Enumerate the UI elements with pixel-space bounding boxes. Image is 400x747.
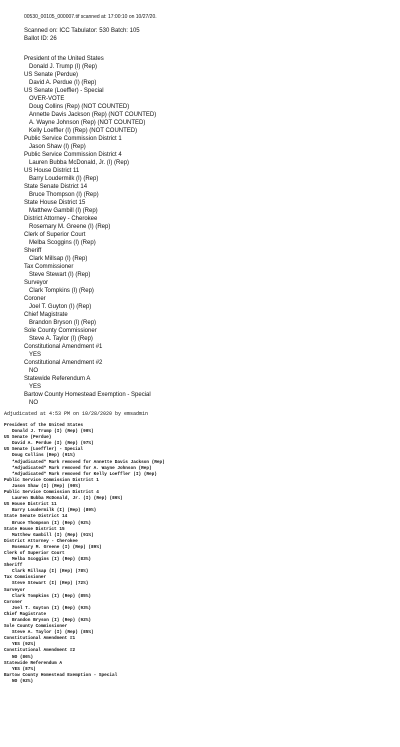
ballot-contest-title: President of the United States <box>24 56 104 62</box>
adjudicated-contest-title: District Attorney - Cherokee <box>4 538 78 544</box>
ballot-choice: Doug Collins (Rep) (NOT COUNTED) <box>29 104 130 110</box>
ballot-contest-title: US Senate (Perdue) <box>24 72 79 78</box>
ballot-contest-title: Chief Magistrate <box>24 312 68 318</box>
adjudicated-choice: Clark Tompkins (I) (Rep) (85%) <box>12 593 92 599</box>
adjudicated-choice: Barry Loudermilk (I) (Rep) (89%) <box>12 508 97 514</box>
adjudicated-choice: Matthew Gambill (I) (Rep) (91%) <box>12 532 94 538</box>
adjudicated-choice: Clark Millsap (I) (Rep) (78%) <box>12 569 89 575</box>
ballot-contest-title: Surveyor <box>24 280 49 286</box>
adjudicated-choice: Rosemary M. Greene (I) (Rep) (89%) <box>12 544 102 550</box>
adjudicated-contest-title: President of the United States <box>4 423 84 428</box>
adjudicated-choice: Doug Collins (Rep) (91%) <box>12 453 76 459</box>
adjudicated-choice: David A. Perdue (I) (Rep) (97%) <box>12 441 94 447</box>
adjudicated-contest-title: Statewide Referendum A <box>4 660 62 666</box>
ballot-choice: YES <box>29 352 42 358</box>
adjudicated-choice: YES (92%) <box>12 642 36 648</box>
adjudicated-choice: Donald J. Trump (I) (Rep) (90%) <box>12 429 94 435</box>
ballot-choice: Barry Loudermilk (I) (Rep) <box>29 176 99 182</box>
adjudicated-contest-title: Chief Magistrate <box>4 611 47 617</box>
adjudication-line: Adjudicated at 4:53 PM on 10/28/2020 by emsadmin <box>4 411 149 417</box>
adjudicated-choice: Steve Stewart (I) (Rep) (72%) <box>12 581 89 587</box>
adjudicated-contest-title: State House District 15 <box>4 526 65 532</box>
ballot-contest-title: Bartow County Homestead Exemption - Special <box>24 392 151 398</box>
ballot-contest-title: US House District 11 <box>24 168 80 174</box>
ballot-contest-title: Coroner <box>24 296 46 302</box>
ballot-choice: Joel T. Guyton (I) (Rep) <box>29 304 92 310</box>
ballot-choice: Annette Davis Jackson (Rep) (NOT COUNTED) <box>29 112 157 118</box>
scanner-info: Scanned on: ICC Tabulator: 530 Batch: 105 <box>24 28 140 34</box>
ballot-choice: David A. Perdue (I) (Rep) <box>29 80 97 86</box>
ballot-contest-title: Public Service Commission District 1 <box>24 136 122 142</box>
adjudicated-choice: Lauren Bubba McDonald, Jr. (I) (Rep) (86%) <box>12 496 123 502</box>
ballot-choice: Matthew Gambill (I) (Rep) <box>29 208 98 214</box>
adjudicated-choice: Joel T. Guyton (I) (Rep) (93%) <box>12 605 92 611</box>
ballot-choice: Steve A. Taylor (I) (Rep) <box>29 336 93 342</box>
adjudicated-contest-title: US Senate (Perdue) <box>4 435 52 441</box>
ballot-choice: Kelly Loeffler (I) (Rep) (NOT COUNTED) <box>29 128 138 134</box>
adjudicated-contest-title: Clerk of Superior Court <box>4 550 65 556</box>
ballot-choice: A. Wayne Johnson (Rep) (NOT COUNTED) <box>29 120 146 126</box>
adjudicated-choice: Brandon Bryson (I) (Rep) (92%) <box>12 618 92 623</box>
ballot-id: Ballot ID: 26 <box>24 36 57 42</box>
adjudicated-choice: *Adjudicated* Mark removed for Annette Davis Jackson (Rep) <box>12 459 165 465</box>
ballot-choice: Jason Shaw (I) (Rep) <box>29 144 86 150</box>
adjudicated-choice: Steve A. Taylor (I) (Rep) (85%) <box>12 630 94 636</box>
adjudicated-contest-title: Surveyor <box>4 587 26 593</box>
scan-info-line: 00530_00105_000007.tif scanned at: 17:00:10 on 10/27/20. <box>24 14 157 20</box>
ballot-contest-title: State Senate District 14 <box>24 184 88 190</box>
ballot-choice: Lauren Bubba McDonald, Jr. (I) (Rep) <box>29 160 130 166</box>
adjudicated-contest-title: Coroner <box>4 599 23 605</box>
adjudicated-choice: NO (86%) <box>12 654 34 660</box>
adjudicated-contest-title: Sole County Commissioner <box>4 624 68 630</box>
ballot-contest-title: Clerk of Superior Court <box>24 232 86 238</box>
ballot-choice: Bruce Thompson (I) (Rep) <box>29 192 99 198</box>
ballot-choice: Brandon Bryson (I) (Rep) <box>29 320 97 326</box>
adjudicated-choice: Bruce Thompson (I) (Rep) (92%) <box>12 520 92 526</box>
ballot-contest-title: US Senate (Loeffler) - Special <box>24 88 104 94</box>
adjudicated-contest-title: US Senate (Loeffler) - Special <box>4 447 84 453</box>
ballot-choice: Clark Millsap (I) (Rep) <box>29 256 88 262</box>
adjudicated-choice: NO (92%) <box>12 678 34 684</box>
ballot-choice: NO <box>29 400 38 406</box>
ballot-contest-title: Sole County Commissioner <box>24 328 97 334</box>
adjudicated-contest-title: Bartow County Homestead Exemption - Special <box>4 672 118 678</box>
adjudicated-choice: YES (87%) <box>12 666 36 672</box>
adjudicated-contest-title: Tax Commissioner <box>4 575 47 581</box>
ballot-choice: Steve Stewart (I) (Rep) <box>29 272 91 278</box>
ballot-choice: Clark Tompkins (I) (Rep) <box>29 288 94 294</box>
adjudicated-choice: *Adjudicated* Mark removed for A. Wayne Johnson (Rep) <box>12 465 152 471</box>
ballot-choice: OVER-VOTE <box>29 96 65 102</box>
adjudicated-contest-title: Public Service Commission District 1 <box>4 477 99 483</box>
ballot-choice: YES <box>29 384 42 390</box>
adjudicated-choice: Melba Scoggins (I) (Rep) (83%) <box>12 557 92 563</box>
ballot-contest-title: Sheriff <box>24 248 42 254</box>
adjudicated-contest-title: State Senate District 14 <box>4 514 68 520</box>
adjudicated-choice: *Adjudicated* Mark removed for Kelly Loeffler (I) (Rep) <box>12 471 157 477</box>
ballot-contest-title: District Attorney - Cherokee <box>24 216 98 222</box>
ballot-selections <box>24 55 394 407</box>
ballot-contest-title: Public Service Commission District 4 <box>24 152 122 158</box>
ballot-choice: Donald J. Trump (I) (Rep) <box>29 64 98 70</box>
ballot-contest-title: State House District 15 <box>24 200 86 206</box>
ballot-contest-title: Statewide Referendum A <box>24 376 91 382</box>
ballot-choice: Rosemary M. Greene (I) (Rep) <box>29 224 111 230</box>
adjudicated-choice: Jason Shaw (I) (Rep) (90%) <box>12 483 81 489</box>
adjudicated-contest-title: Sheriff <box>4 563 23 569</box>
adjudicated-contest-title: US House District 11 <box>4 502 57 508</box>
ballot-choice: NO <box>29 368 38 374</box>
ballot-contest-title: Tax Commissioner <box>24 264 74 270</box>
adjudicated-contest-title: Constitutional Amendment #1 <box>4 636 76 642</box>
ballot-contest-title: Constitutional Amendment #2 <box>24 360 103 366</box>
adjudicated-contest-title: Constitutional Amendment #2 <box>4 648 76 654</box>
adjudicated-contest-title: Public Service Commission District 4 <box>4 490 99 496</box>
ballot-choice: Melba Scoggins (I) (Rep) <box>29 240 96 246</box>
ballot-contest-title: Constitutional Amendment #1 <box>24 344 103 350</box>
adjudication-details <box>4 423 396 685</box>
